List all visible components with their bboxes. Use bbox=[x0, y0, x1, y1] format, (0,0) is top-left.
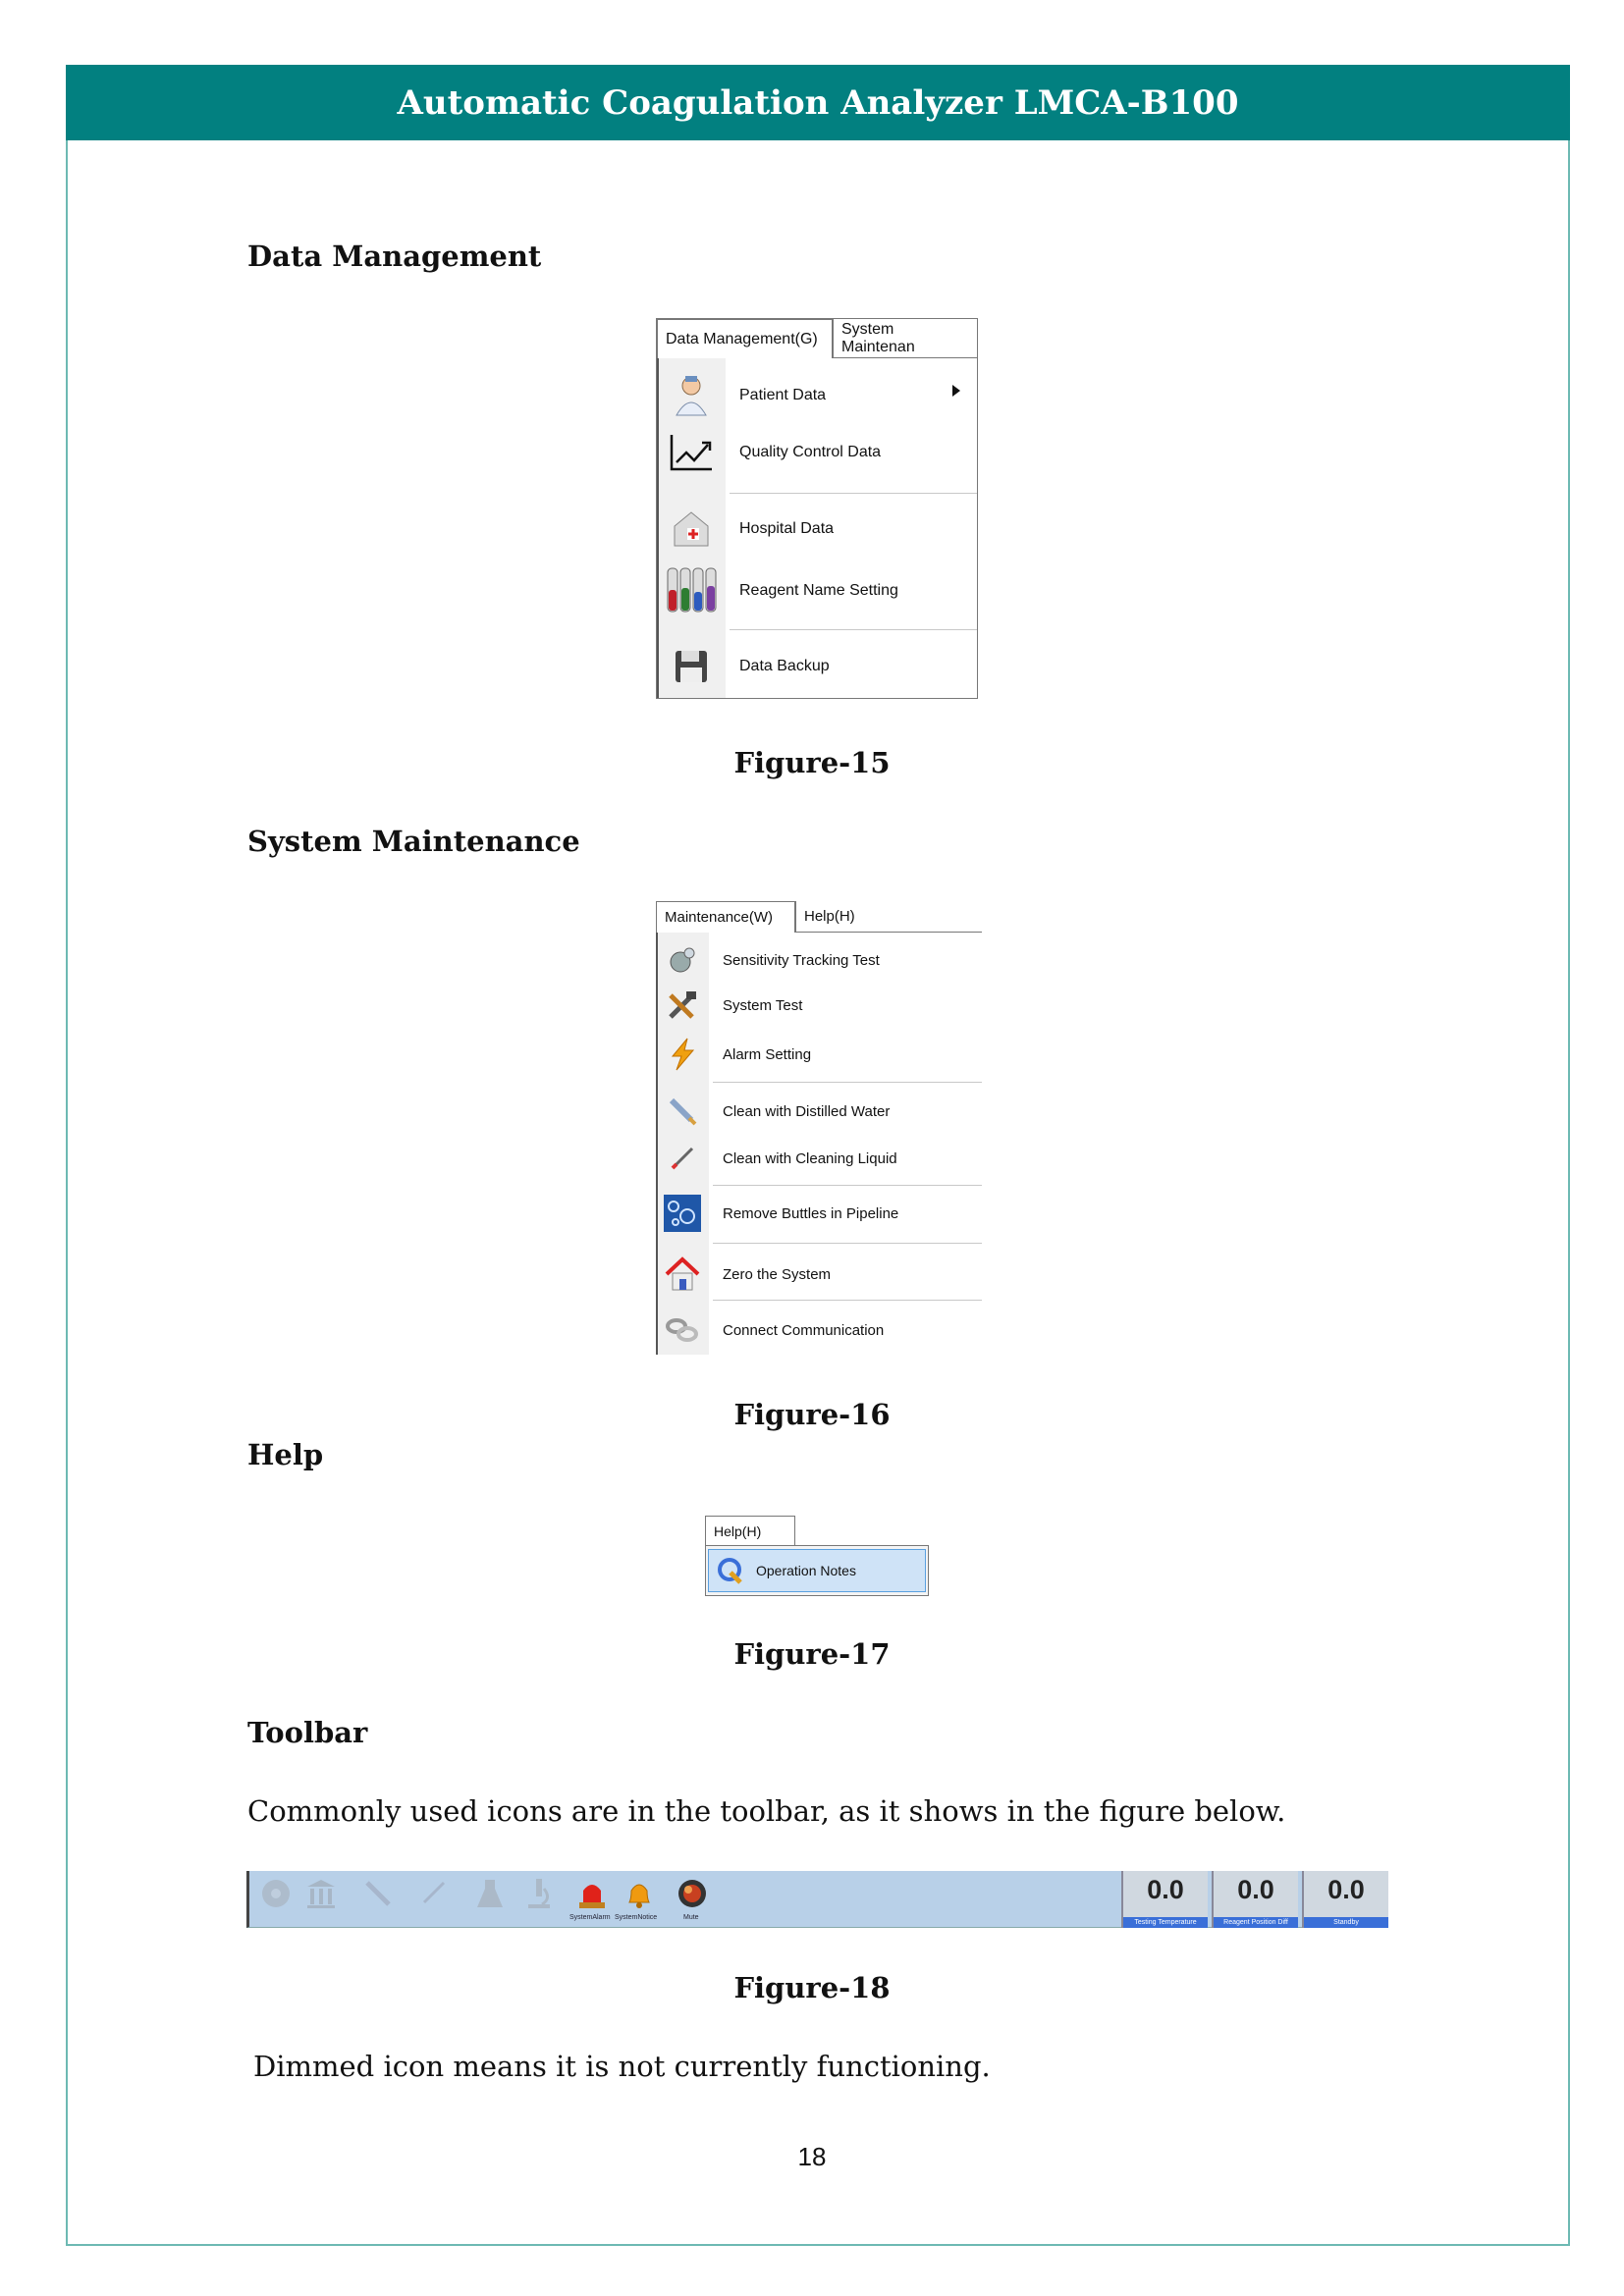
hospital-icon bbox=[657, 508, 726, 550]
menu-item-label: Clean with Cleaning Liquid bbox=[723, 1149, 897, 1167]
menu-item-label: Data Backup bbox=[739, 658, 830, 674]
menu-item-label: Clean with Distilled Water bbox=[723, 1102, 891, 1120]
building-icon[interactable] bbox=[304, 1877, 338, 1910]
page-number: 18 bbox=[797, 2142, 827, 2171]
menu-separator bbox=[730, 493, 977, 494]
lightning-icon bbox=[656, 1038, 709, 1071]
figure-16-caption: Figure-16 bbox=[733, 1398, 891, 1431]
menu-item-label: Alarm Setting bbox=[723, 1045, 812, 1063]
system-notice-label: SystemNotice bbox=[615, 1914, 658, 1921]
link-icon bbox=[656, 1315, 709, 1345]
mute-icon[interactable] bbox=[676, 1877, 709, 1910]
help-menu bbox=[705, 1516, 929, 1596]
menu-item-label: Sensitivity Tracking Test bbox=[723, 951, 880, 969]
menu-separator bbox=[713, 1243, 982, 1244]
tab-system-maintenance[interactable]: System Maintenan bbox=[833, 319, 977, 358]
readout-label: Standby bbox=[1304, 1917, 1388, 1928]
menu-item-clean-cleaning-liquid[interactable] bbox=[656, 1137, 897, 1180]
menu-separator bbox=[730, 629, 977, 630]
menu-item-label: Patient Data bbox=[739, 387, 827, 403]
disc-icon[interactable] bbox=[259, 1877, 293, 1910]
figure-15-caption: Figure-15 bbox=[733, 746, 891, 779]
menu-item-label: Connect Communication bbox=[723, 1321, 885, 1339]
tab-maintenance[interactable]: Maintenance(W) bbox=[656, 901, 795, 933]
dropper-icon bbox=[656, 1096, 709, 1126]
readout-value: 0.0 bbox=[1147, 1875, 1184, 1904]
reagent-position-readout bbox=[1212, 1871, 1298, 1928]
patient-icon bbox=[657, 374, 726, 417]
menu-item-label: Operation Notes bbox=[756, 1563, 856, 1578]
tools-icon bbox=[656, 989, 709, 1021]
system-alarm-icon[interactable] bbox=[575, 1877, 609, 1910]
chart-icon bbox=[657, 433, 726, 472]
readout-label: Testing Temperature bbox=[1123, 1917, 1208, 1928]
menu-item-zero-system[interactable] bbox=[656, 1251, 831, 1298]
menu-item-reagent-name-setting[interactable] bbox=[657, 562, 898, 619]
menu-item-operation-notes[interactable] bbox=[708, 1549, 926, 1592]
menu-item-system-test[interactable] bbox=[656, 984, 802, 1027]
menu-separator bbox=[713, 1185, 982, 1186]
menu-separator bbox=[713, 1082, 982, 1083]
menu-item-alarm-setting[interactable] bbox=[656, 1033, 811, 1076]
menu-item-label: Quality Control Data bbox=[739, 444, 882, 460]
bell-icon[interactable] bbox=[623, 1877, 656, 1910]
menu-item-label: Remove Buttles in Pipeline bbox=[723, 1204, 899, 1222]
section-heading-help: Help bbox=[247, 1438, 324, 1471]
section-heading-toolbar: Toolbar bbox=[247, 1716, 368, 1749]
bubbles-icon bbox=[656, 1195, 709, 1232]
mute-label: Mute bbox=[683, 1914, 699, 1921]
menu-item-quality-control-data[interactable] bbox=[657, 425, 881, 480]
menu-item-clean-distilled-water[interactable] bbox=[656, 1090, 890, 1133]
data-management-menu bbox=[656, 318, 978, 699]
tracking-icon bbox=[656, 945, 709, 975]
maintenance-menu bbox=[656, 901, 982, 1355]
figure-17-caption: Figure-17 bbox=[733, 1637, 891, 1671]
menu-item-remove-bubbles[interactable] bbox=[656, 1190, 898, 1237]
test-tubes-icon bbox=[657, 566, 726, 615]
submenu-arrow-icon bbox=[951, 384, 961, 402]
menu-item-data-backup[interactable] bbox=[657, 639, 830, 694]
page-header: Automatic Coagulation Analyzer LMCA-B100 bbox=[66, 65, 1570, 140]
tab-data-management[interactable]: Data Management(G) bbox=[657, 319, 833, 358]
flask-icon[interactable] bbox=[473, 1877, 507, 1910]
toolbar-description: Commonly used icons are in the toolbar, as it shows in the figure below. bbox=[247, 1794, 1286, 1828]
toolbar-screenshot bbox=[246, 1871, 1387, 1928]
tab-help[interactable]: Help(H) bbox=[795, 901, 982, 933]
system-alarm-label: SystemAlarm bbox=[569, 1914, 611, 1921]
menu-tabs bbox=[657, 319, 977, 358]
pipette-icon bbox=[656, 1145, 709, 1172]
standby-readout bbox=[1302, 1871, 1388, 1928]
home-icon bbox=[656, 1256, 709, 1292]
readout-value: 0.0 bbox=[1327, 1875, 1365, 1904]
menu-item-label: System Test bbox=[723, 996, 803, 1014]
help-notes-icon bbox=[709, 1557, 752, 1584]
section-heading-data-management: Data Management bbox=[247, 240, 542, 273]
testing-temperature-readout bbox=[1121, 1871, 1208, 1928]
menu-item-sensitivity-tracking-test[interactable] bbox=[656, 938, 880, 982]
menu-separator bbox=[713, 1300, 982, 1301]
menu-item-connect-communication[interactable] bbox=[656, 1308, 884, 1353]
menu-item-patient-data[interactable] bbox=[657, 368, 826, 423]
menu-item-label: Zero the System bbox=[723, 1265, 832, 1283]
readout-value: 0.0 bbox=[1237, 1875, 1274, 1904]
tab-help-menu[interactable]: Help(H) bbox=[705, 1516, 795, 1545]
section-heading-system-maintenance: System Maintenance bbox=[247, 825, 580, 858]
menu-item-label: Reagent Name Setting bbox=[739, 582, 898, 599]
menu-item-label: Hospital Data bbox=[739, 520, 835, 537]
pipette-icon[interactable] bbox=[416, 1877, 450, 1910]
dropper-icon[interactable] bbox=[361, 1877, 395, 1910]
figure-18-caption: Figure-18 bbox=[733, 1971, 891, 2004]
dimmed-icon-note: Dimmed icon means it is not currently functioning. bbox=[253, 2050, 991, 2083]
floppy-disk-icon bbox=[657, 648, 726, 685]
readout-label: Reagent Position Diff bbox=[1214, 1917, 1298, 1928]
microscope-icon[interactable] bbox=[522, 1877, 556, 1910]
menu-item-hospital-data[interactable] bbox=[657, 502, 834, 557]
